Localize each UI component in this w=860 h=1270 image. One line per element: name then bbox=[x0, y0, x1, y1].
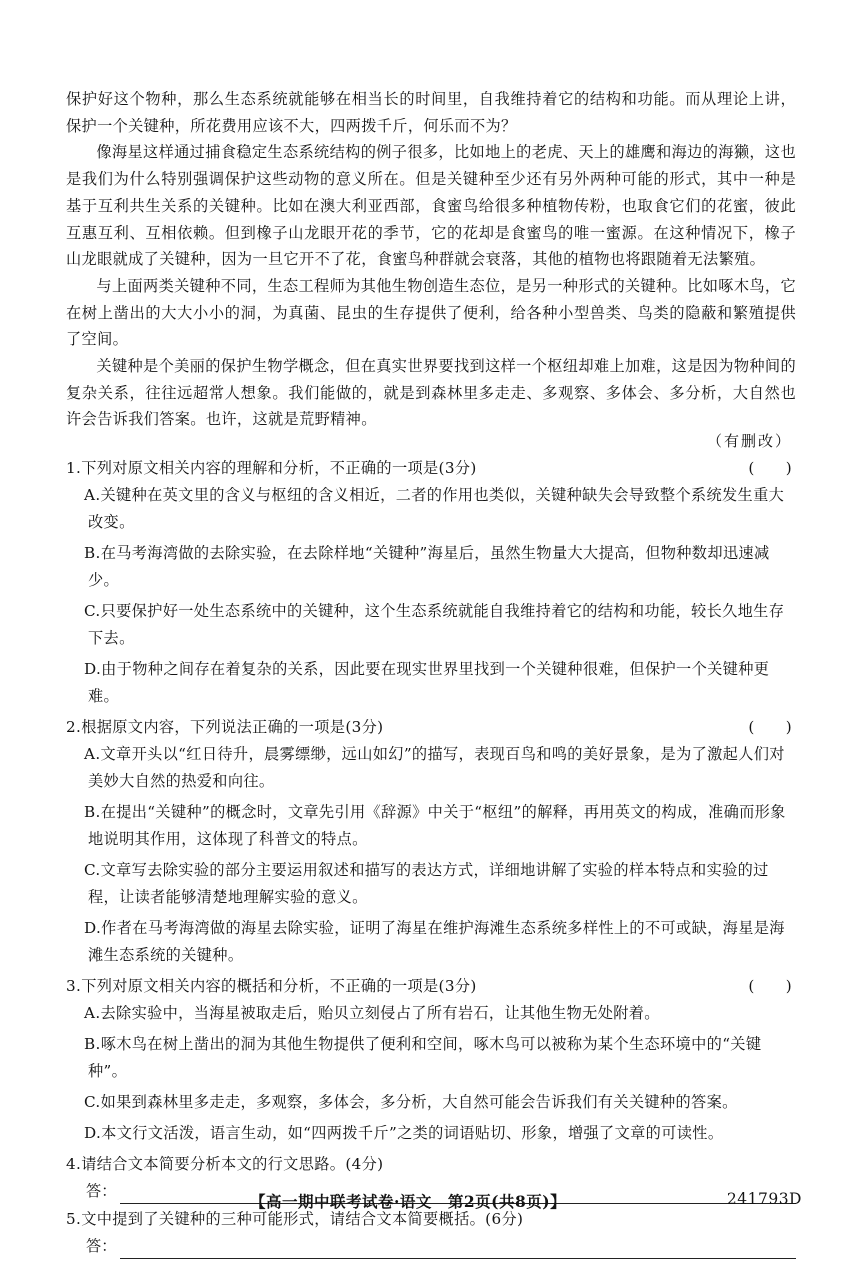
option-d[interactable]: D.由于物种之间存在着复杂的关系，因此要在现实世界里找到一个关键种很难，但保护一个关键种更难。 bbox=[84, 660, 770, 705]
paper-code: 241793D bbox=[726, 1190, 802, 1208]
answer-label: 答： bbox=[86, 1237, 117, 1255]
question-stem bbox=[66, 973, 796, 1000]
option-c[interactable]: C.文章写去除实验的部分主要运用叙述和描写的表达方式，详细地讲解了实验的样本特点和实验的过程，让读者能够清楚地理解实验的意义。 bbox=[84, 861, 769, 906]
option-a[interactable]: A.文章开头以“红日待升，晨雾缥缈，远山如幻”的描写，表现百鸟和鸣的美好景象，是为了激起人们对美妙大自然的热爱和向往。 bbox=[84, 745, 785, 790]
option-c[interactable]: C.如果到森林里多走走，多观察，多体会，多分析，大自然可能会告诉我们有关关键种的答案。 bbox=[84, 1093, 738, 1111]
option-d[interactable]: D.作者在马考海湾做的海星去除实验，证明了海星在维护海滩生态系统多样性上的不可或缺，海星是海滩生态系统的关键种。 bbox=[84, 919, 785, 964]
answer-area bbox=[66, 1233, 796, 1259]
option-b[interactable]: B.在提出“关键种”的概念时，文章先引用《辞源》中关于“枢纽”的解释，再用英文的构成，准确而形象地说明其作用，这体现了科普文的特点。 bbox=[84, 803, 786, 848]
option-b[interactable]: B.在马考海湾做的去除实验，在去除样地“关键种”海星后，虽然生物量大大提高，但物种数却迅速减少。 bbox=[84, 544, 770, 589]
option-b[interactable]: B.啄木鸟在树上凿出的洞为其他生物提供了便利和空间，啄木鸟可以被称为某个生态环境中的“关键种”。 bbox=[84, 1035, 762, 1080]
question-stem bbox=[66, 714, 796, 741]
answer-label: 答： bbox=[86, 1182, 117, 1200]
question-list bbox=[66, 455, 796, 1261]
passage-paragraph-3: 与上面两类关键种不同，生态工程师为其他生物创造生态位，是另一种形式的关键种。比如啄木鸟，它在树上凿出的大大小小的洞，为真菌、昆虫的生存提供了便利，给各种小型兽类、鸟类的隐蔽和繁殖提供了空间。 bbox=[66, 276, 796, 349]
passage-paragraph-2: 像海星这样通过捕食稳定生态系统结构的例子很多，比如地上的老虎、天上的雄鹰和海边的海獭，这也是我们为什么特别强调保护这些动物的意义所在。但是关键种至少还有另外两种可能的形式，其中一种是基于互利共生关系的关键种。比如在澳大利亚西部，食蜜鸟给很多种植物传粉，也取食它们的花蜜，彼此互惠互利、互相依赖。但到橡子山龙眼开花的季节，它的花却是食蜜鸟的唯一蜜源。在这种情况下，橡子山龙眼就成了关键种，因为一旦它开不了花，食蜜鸟种群就会衰落，其他的植物也将跟随着无法繁殖。 bbox=[66, 143, 796, 269]
answer-bracket[interactable]: ( ) bbox=[748, 977, 792, 995]
option-a[interactable]: A.关键种在英文里的含义与枢纽的含义相近，二者的作用也类似，关键种缺失会导致整个系统发生重大改变。 bbox=[84, 486, 785, 531]
answer-line[interactable] bbox=[120, 1240, 796, 1259]
passage-paragraph-1: 保护好这个物种，那么生态系统就能够在相当长的时间里，自我维持着它的结构和功能。而从理论上讲，保护一个关键种，所花费用应该不大，四两拨千斤，何乐而不为？ bbox=[66, 90, 796, 135]
question-stem-text: 3.下列对原文相关内容的概括和分析，不正确的一项是(3分) bbox=[66, 977, 477, 995]
question-5 bbox=[66, 1206, 796, 1259]
question-1 bbox=[66, 455, 796, 710]
answer-bracket[interactable]: ( ) bbox=[748, 459, 792, 477]
option-d[interactable]: D.本文行文活泼，语言生动，如“四两拨千斤”之类的词语贴切、形象，增强了文章的可读性。 bbox=[84, 1124, 724, 1142]
answer-bracket[interactable]: ( ) bbox=[748, 718, 792, 736]
question-2 bbox=[66, 714, 796, 969]
question-3 bbox=[66, 973, 796, 1147]
option-a[interactable]: A.去除实验中，当海星被取走后，贻贝立刻侵占了所有岩石，让其他生物无处附着。 bbox=[84, 1004, 660, 1022]
question-stem bbox=[66, 455, 796, 482]
option-c[interactable]: C.只要保护好一处生态系统中的关键种，这个生态系统就能自我维持着它的结构和功能，较长久地生存下去。 bbox=[84, 602, 785, 647]
source-note: （有删改） bbox=[706, 432, 792, 450]
reading-passage bbox=[66, 86, 796, 433]
question-stem-text: 2.根据原文内容，下列说法正确的一项是(3分) bbox=[66, 718, 384, 736]
footer-title: 【高一期中联考试卷·语文 第2页(共8页)】 bbox=[250, 1192, 567, 1211]
passage-paragraph-4: 关键种是个美丽的保护生物学概念，但在真实世界要找到这样一个枢纽却难上加难，这是因为物种间的复杂关系，往往远超常人想象。我们能做的，就是到森林里多走走、多观察、多体会、多分析，大自然也许会告诉我们答案。也许，这就是荒野精神。 bbox=[66, 357, 796, 429]
question-stem bbox=[66, 1151, 796, 1178]
question-stem-text: 1.下列对原文相关内容的理解和分析，不正确的一项是(3分) bbox=[66, 459, 477, 477]
question-stem-text: 5.文中提到了关键种的三种可能形式，请结合文本简要概括。(6分) bbox=[66, 1210, 524, 1228]
question-stem-text: 4.请结合文本简要分析本文的行文思路。(4分) bbox=[66, 1155, 384, 1173]
